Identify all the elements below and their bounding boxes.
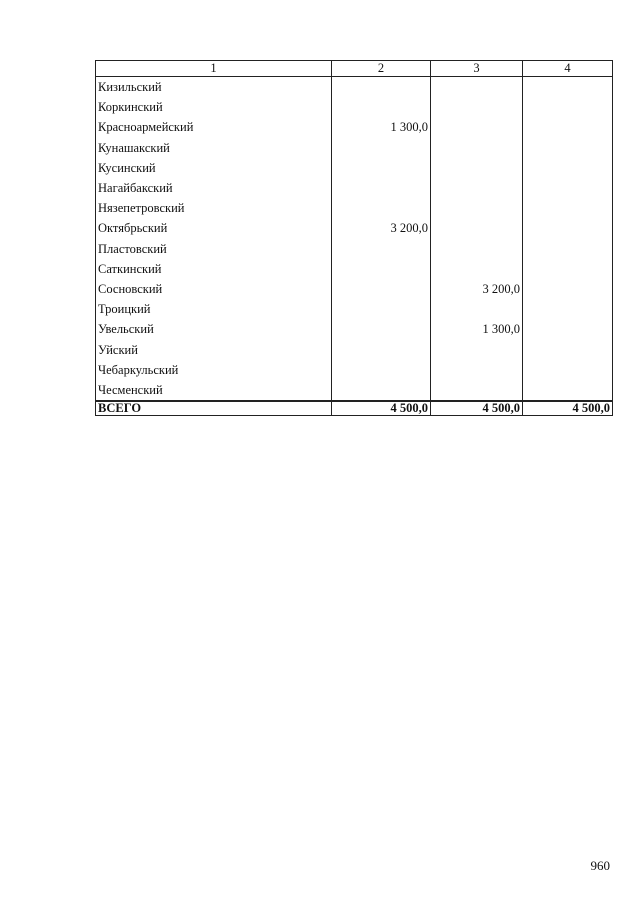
value-col-4 (523, 117, 613, 137)
table-row (96, 360, 613, 380)
district-name: Увельский (96, 319, 332, 339)
value-col-2 (332, 239, 431, 259)
value-col-2 (332, 319, 431, 339)
column-header-4: 4 (523, 61, 613, 77)
table-body (96, 77, 613, 402)
value-col-2 (332, 299, 431, 319)
value-col-4 (523, 319, 613, 339)
district-name: Нязепетровский (96, 198, 332, 218)
value-col-2: 1 300,0 (332, 117, 431, 137)
value-col-4 (523, 77, 613, 98)
value-col-2 (332, 158, 431, 178)
value-col-4 (523, 158, 613, 178)
district-name: Кунашакский (96, 138, 332, 158)
column-header-3: 3 (431, 61, 523, 77)
table-row (96, 319, 613, 339)
total-col-3: 4 500,0 (431, 401, 523, 416)
header-row (96, 61, 613, 77)
value-col-2 (332, 198, 431, 218)
value-col-3 (431, 178, 523, 198)
value-col-2 (332, 138, 431, 158)
value-col-3 (431, 339, 523, 359)
value-col-2 (332, 380, 431, 401)
value-col-4 (523, 178, 613, 198)
value-col-3 (431, 380, 523, 401)
value-col-3 (431, 360, 523, 380)
value-col-3 (431, 138, 523, 158)
total-col-4: 4 500,0 (523, 401, 613, 416)
value-col-2 (332, 259, 431, 279)
district-name: Чебаркульский (96, 360, 332, 380)
value-col-3 (431, 239, 523, 259)
value-col-3 (431, 218, 523, 238)
district-name: Нагайбакский (96, 178, 332, 198)
value-col-4 (523, 339, 613, 359)
district-name: Пластовский (96, 239, 332, 259)
table-row (96, 259, 613, 279)
table-row (96, 158, 613, 178)
district-name: Саткинский (96, 259, 332, 279)
value-col-2 (332, 77, 431, 98)
value-col-3 (431, 299, 523, 319)
table-row (96, 380, 613, 401)
column-header-1: 1 (96, 61, 332, 77)
table-row (96, 299, 613, 319)
value-col-4 (523, 259, 613, 279)
value-col-3 (431, 97, 523, 117)
table-row (96, 239, 613, 259)
table-row (96, 117, 613, 137)
value-col-4 (523, 218, 613, 238)
value-col-2 (332, 97, 431, 117)
table-row (96, 77, 613, 98)
value-col-3 (431, 259, 523, 279)
column-header-2: 2 (332, 61, 431, 77)
value-col-2 (332, 339, 431, 359)
value-col-4 (523, 198, 613, 218)
district-name: Сосновский (96, 279, 332, 299)
district-name: Троицкий (96, 299, 332, 319)
table-row (96, 138, 613, 158)
district-name: Кизильский (96, 77, 332, 98)
value-col-4 (523, 97, 613, 117)
value-col-3 (431, 117, 523, 137)
value-col-2 (332, 360, 431, 380)
value-col-3 (431, 198, 523, 218)
district-name: Октябрьский (96, 218, 332, 238)
value-col-4 (523, 380, 613, 401)
district-name: Кусинский (96, 158, 332, 178)
value-col-4 (523, 279, 613, 299)
table-row (96, 218, 613, 238)
table-row (96, 339, 613, 359)
district-name: Красноармейский (96, 117, 332, 137)
value-col-2 (332, 279, 431, 299)
total-label: ВСЕГО (96, 401, 332, 416)
value-col-2 (332, 178, 431, 198)
value-col-2: 3 200,0 (332, 218, 431, 238)
district-name: Коркинский (96, 97, 332, 117)
allocation-table (95, 60, 613, 416)
district-name: Уйский (96, 339, 332, 359)
page-number: 960 (590, 858, 610, 873)
table-row (96, 198, 613, 218)
value-col-4 (523, 299, 613, 319)
total-row (96, 401, 613, 416)
value-col-3 (431, 158, 523, 178)
value-col-3 (431, 77, 523, 98)
value-col-3: 3 200,0 (431, 279, 523, 299)
district-name: Чесменский (96, 380, 332, 401)
value-col-4 (523, 239, 613, 259)
value-col-4 (523, 138, 613, 158)
value-col-3: 1 300,0 (431, 319, 523, 339)
table-row (96, 279, 613, 299)
total-col-2: 4 500,0 (332, 401, 431, 416)
value-col-4 (523, 360, 613, 380)
table-row (96, 97, 613, 117)
table-row (96, 178, 613, 198)
